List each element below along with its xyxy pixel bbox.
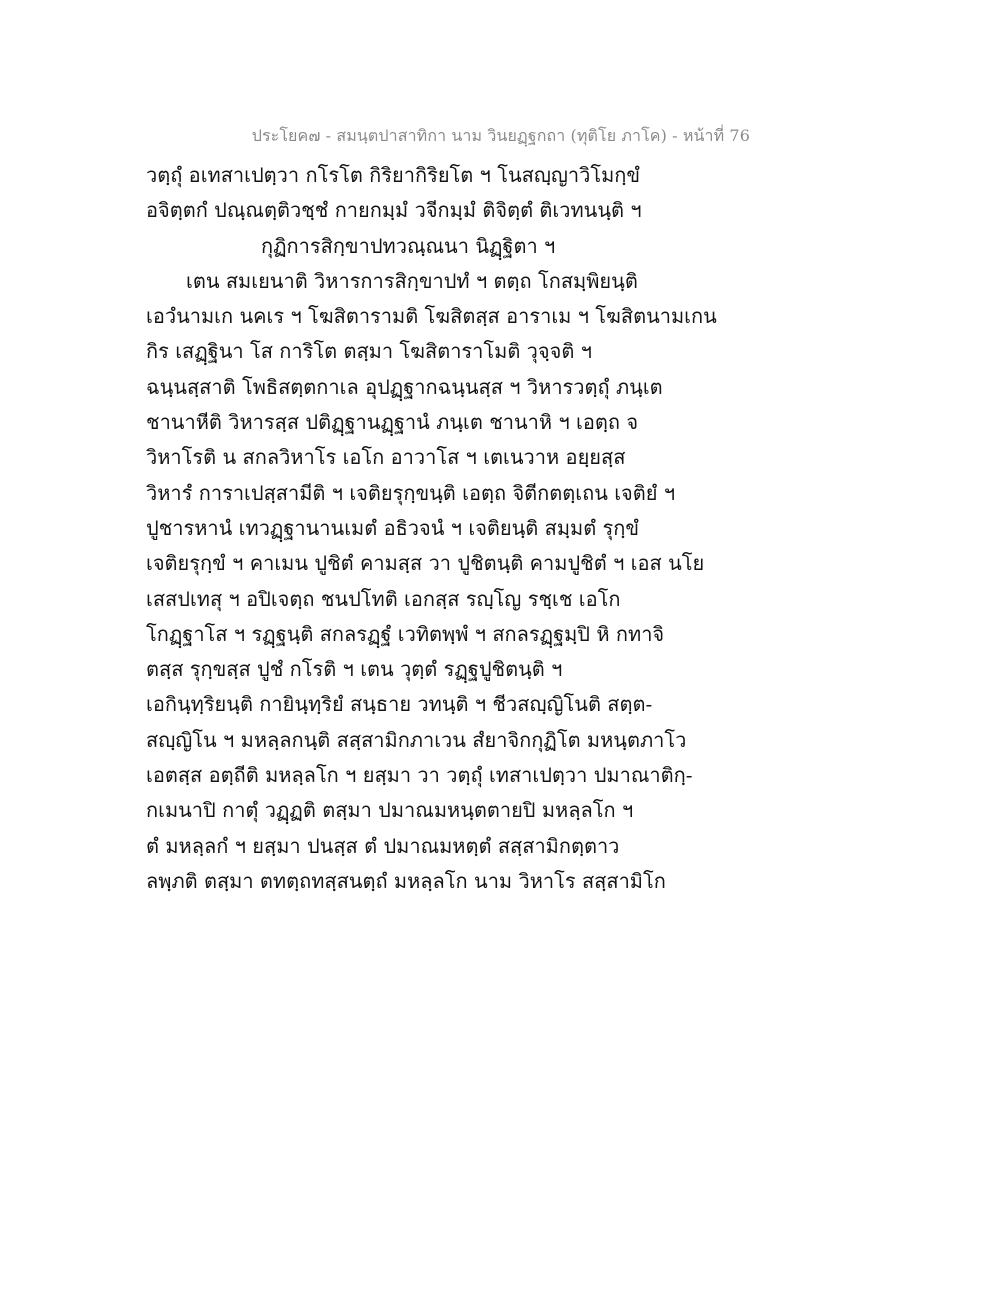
text-line: ลพฺภติ ตสฺมา ตทตฺถทสฺสนตฺถํ มหลฺลโก นาม วิหาโร สสฺสามิโก: [146, 868, 666, 893]
text-line: กเมนาปิ กาตุํ วฏฺฏติ ตสฺมา ปมาณมหนฺตตายปิ มหลฺลโก ฯ: [146, 798, 634, 823]
text-line: สญฺญิโน ฯ มหลฺลกนฺติ สสฺสามิกภาเวน สํยาจิกกุฏิโต มหนฺตภาโว: [146, 727, 687, 752]
body-text: [146, 158, 866, 899]
text-line: เอวํนามเก นคเร ฯ โฆสิตารามติ โฆสิตสฺส อาราเม ฯ โฆสิตนามเกน: [146, 304, 717, 329]
text-line: วิหาโรติ น สกลวิหาโร เอโก อาวาโส ฯ เตเนวาห อยฺยสฺส: [146, 445, 626, 470]
text-line: วตฺถุํ อเทสาเปตฺวา กโรโต กิริยากิริยโต ฯ โนสญฺญาวิโมกฺขํ: [146, 163, 641, 187]
text-line: วิหารํ การาเปสฺสามีติ ฯ เจติยรุกฺขนฺติ เอตฺถ จิตีกตตฺเถน เจติยํ ฯ: [146, 480, 676, 505]
text-line: กิร เสฏฺฐินา โส การิโต ตสฺมา โฆสิตาราโมติ วุจฺจติ ฯ: [146, 339, 592, 364]
text-line: ตํ มหลฺลกํ ฯ ยสฺมา ปนสฺส ตํ ปมาณมหตฺตํ สสฺสามิกตฺตาว: [146, 833, 620, 858]
text-line: เอตสฺส อตฺถีติ มหลฺลโก ฯ ยสฺมา วา วตฺถุํ เทสาเปตฺวา ปมาณาติกฺ-: [146, 763, 693, 788]
text-line: ปูชารหานํ เทวฏฺฐานานเมตํ อธิวจนํ ฯ เจติยนฺติ สมฺมตํ รุกฺขํ: [146, 515, 640, 540]
text-line: เอกินฺทฺริยนฺติ กายินฺทฺริยํ สนฺธาย วทนฺติ ฯ ชีวสญฺญิโนติ สตฺต-: [146, 692, 653, 717]
text-line: โกฏฺฐาโส ฯ รฏฺฐนฺติ สกลรฏฺฐํ เวทิตพฺพํ ฯ สกลรฏฺฐมฺปิ หิ กทาจิ: [146, 621, 665, 646]
text-line: ตสฺส รุกฺขสฺส ปูชํ กโรติ ฯ เตน วุตฺตํ รฏฺฐปูชิตนฺติ ฯ: [146, 657, 563, 682]
text-line: เจติยรุกฺขํ ฯ คาเมน ปูชิตํ คามสฺส วา ปูชิตนฺติ คามปูชิตํ ฯ เอส นโย: [146, 551, 705, 576]
paragraph-first-line: เตน สมเยนาติ วิหารการสิกฺขาปทํ ฯ ตตฺถ โกสมฺพิยนฺติ: [186, 268, 638, 293]
text-line: เสสปเทสุ ฯ อปิเจตฺถ ชนปโทติ เอกสฺส รญฺโญ รชฺเช เอโก: [146, 586, 621, 611]
running-header: ประโยค๗ - สมนฺตปาสาทิกา นาม วินยฏฺฐกถา (ทุติโย ภาโค) - หน้าที่ 76: [251, 126, 750, 145]
text-line: ฉนฺนสฺสาติ โพธิสตฺตกาเล อุปฏฺฐากฉนฺนสฺส ฯ วิหารวตฺถุํ ภนฺเต: [146, 374, 663, 399]
text-line: ชานาหีติ วิหารสฺส ปติฏฺฐานฏฺฐานํ ภนฺเต ชานาหิ ฯ เอตฺถ จ: [146, 410, 639, 435]
text-line: อจิตฺตกํ ปณฺณตฺติวชฺชํ กายกมฺมํ วจีกมฺมํ ติจิตฺตํ ติเวทนนฺติ ฯ: [146, 198, 642, 223]
section-end-title: กุฏิการสิกฺขาปทวณฺณนา นิฏฺฐิตา ฯ: [261, 233, 556, 258]
